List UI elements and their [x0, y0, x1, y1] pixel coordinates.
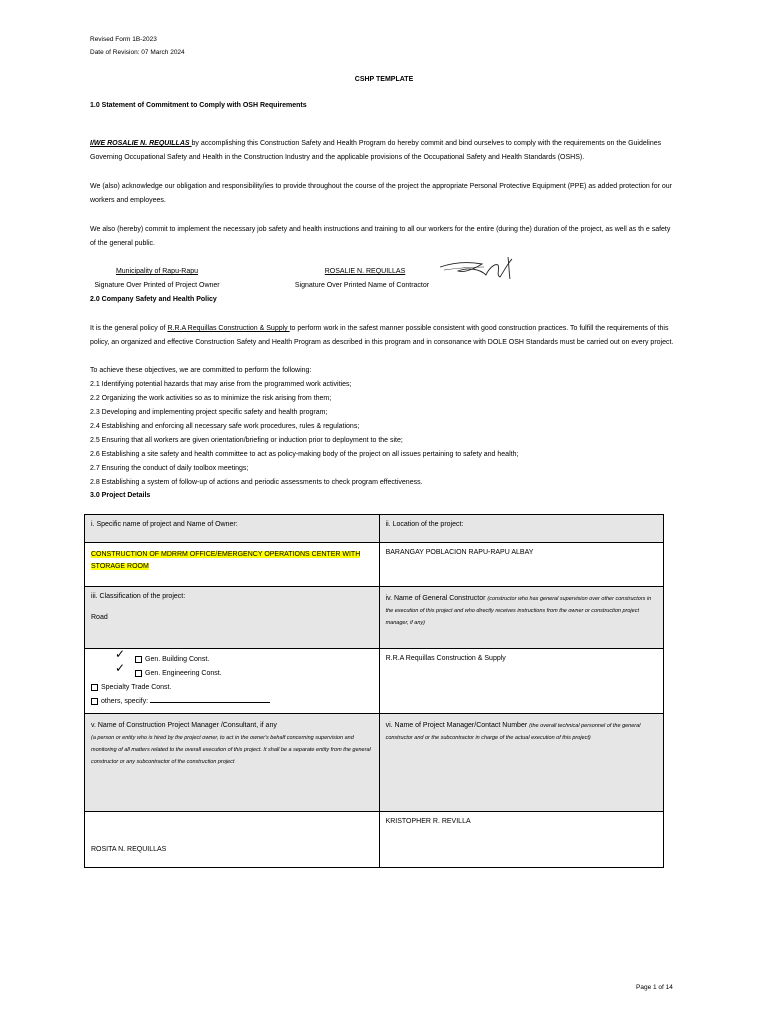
- policy-item: 2.6 Establishing a site safety and health committee to act as policy-making body of the project on all issues pertaining to safety and health;: [90, 451, 519, 458]
- project-manager-note: (the overall technical personnel of the general constructor and or the subcontractor in charge of the actual execution of this project): [385, 723, 641, 741]
- training-paragraph: We also (hereby) commit to implement the necessary job safety and health instructions and training to all our workers for the entire (during the) duration of the project, as well as th e safety of the general public.: [90, 226, 671, 247]
- checkbox-icon[interactable]: [135, 670, 142, 677]
- project-name-label: i. Specific name of project and Name of Owner:: [85, 515, 380, 543]
- general-constructor-value: R.R.A Requillas Construction & Supply: [379, 649, 663, 714]
- check-icon: ✓: [115, 647, 126, 661]
- owner-caption: Signature Over Printed of Project Owner: [94, 282, 220, 289]
- revision-date: Date of Revision: 07 March 2024: [90, 49, 185, 56]
- project-location-label: ii. Location of the project:: [379, 515, 663, 543]
- project-name-value: CONSTRUCTION OF MDRRM OFFICE/EMERGENCY OPERATIONS CENTER WITH STORAGE ROOM: [91, 551, 361, 570]
- option-others[interactable]: [91, 695, 373, 709]
- section3-heading: 3.0 Project Details: [90, 492, 151, 499]
- consultant-label-cell: [85, 714, 380, 812]
- others-specify-line[interactable]: [150, 702, 270, 703]
- option-building[interactable]: [135, 653, 373, 667]
- policy-item: 2.1 Identifying potential hazards that may arise from the programmed work activities;: [90, 381, 352, 388]
- option-engineering[interactable]: [135, 667, 373, 681]
- project-manager-label-cell: [379, 714, 663, 812]
- policy-text-b: to perform work in the safest manner possible consistent with good construction practices. To fulfill the requirements of this policy, an organized and effective Construction Safety and Health Program as described in this program and in consonance with DOLE OSH Standards must be carried out on every project.: [90, 325, 674, 346]
- constructor-type-cell: [85, 649, 380, 714]
- policy-text-a: It is the general policy of: [90, 325, 168, 332]
- policy-paragraph: [90, 322, 678, 350]
- option-specialty-label: Specialty Trade Const.: [101, 684, 172, 691]
- owner-name: Municipality of Rapu-Rapu: [115, 268, 199, 275]
- policy-item: 2.5 Ensuring that all workers are given orientation/briefing or induction prior to deployment to the site;: [90, 437, 403, 444]
- commitment-paragraph: [90, 137, 678, 165]
- checkbox-icon[interactable]: [91, 684, 98, 691]
- consultant-note: (a person or entity who is hired by the project owner, to act in the owner's behalf concerning supervision and monitoring of all matters related to the overall execution of this project. It shall be a separate entity from the general constructor or any subcontractor of the construction project: [91, 735, 371, 765]
- check-icon: ✓: [115, 661, 126, 675]
- general-constructor-label: iv. Name of General Constructor: [385, 595, 488, 602]
- contractor-caption: Signature Over Printed Name of Contractor: [294, 282, 430, 289]
- policy-item: 2.7 Ensuring the conduct of daily toolbox meetings;: [90, 465, 249, 472]
- policy-item: 2.4 Establishing and enforcing all necessary safe work procedures, rules & regulations;: [90, 423, 360, 430]
- project-details-table: [84, 514, 664, 868]
- classification-cell: [85, 587, 380, 649]
- commitment-text: by accomplishing this Construction Safety and Health Program do hereby commit and bind ourselves to comply with the requirements on the Guidelines Governing Occupational Safety and Health in the Construction Industry and the applicable provisions of the Occupational Safety and Health Standards (OSHS).: [90, 140, 662, 161]
- commitment-name: I/WE ROSALIE N. REQUILLAS: [90, 140, 192, 147]
- option-others-label: others, specify:: [101, 698, 149, 705]
- policy-list: [90, 378, 678, 490]
- classification-value: Road: [91, 614, 108, 621]
- page-number: Page 1 of 14: [636, 984, 673, 991]
- policy-intro: To achieve these objectives, we are committed to perform the following:: [90, 367, 312, 374]
- policy-item: 2.8 Establishing a system of follow-up of actions and periodic assessments to check program effectiveness.: [90, 479, 423, 486]
- document-title: CSHP TEMPLATE: [354, 76, 414, 83]
- section2-heading: 2.0 Company Safety and Health Policy: [90, 296, 217, 303]
- consultant-label: v. Name of Construction Project Manager /Consultant, if any: [91, 722, 277, 729]
- project-name-cell: [85, 543, 380, 587]
- classification-label: iii. Classification of the project:: [91, 593, 186, 600]
- contractor-signature: [438, 255, 520, 281]
- contractor-name: ROSALIE N. REQUILLAS: [324, 268, 406, 275]
- section1-heading: 1.0 Statement of Commitment to Comply with OSH Requirements: [90, 102, 307, 109]
- form-number: Revised Form 1B-2023: [90, 36, 157, 43]
- general-constructor-label-cell: [379, 587, 663, 649]
- project-manager-label: vi. Name of Project Manager/Contact Number: [385, 722, 530, 729]
- general-constructor-note: (constructor who has general supervision over other constructors in the execution of this project and who directly receives instructions from the owner or construction project manager, if any): [385, 596, 652, 626]
- option-specialty[interactable]: [91, 681, 373, 695]
- project-manager-value: KRISTOPHER R. REVILLA: [379, 812, 663, 868]
- option-building-label: Gen. Building Const.: [145, 656, 210, 663]
- policy-company: R.R.A Requillas Construction & Supply: [167, 325, 290, 332]
- checkbox-icon[interactable]: [91, 698, 98, 705]
- project-location-value: BARANGAY POBLACION RAPU-RAPU ALBAY: [379, 543, 663, 587]
- policy-item: 2.2 Organizing the work activities so as to minimize the risk arising from them;: [90, 395, 332, 402]
- checkbox-icon[interactable]: [135, 656, 142, 663]
- policy-item: 2.3 Developing and implementing project specific safety and health program;: [90, 409, 328, 416]
- ppe-paragraph: We (also) acknowledge our obligation and responsibility/ies to provide throughout the course of the project the appropriate Personal Protective Equipment (PPE) as added protection for our workers and employees.: [90, 183, 672, 204]
- consultant-value: ROSITA N. REQUILLAS: [91, 846, 167, 853]
- option-engineering-label: Gen. Engineering Const.: [145, 670, 222, 677]
- consultant-value-cell: [85, 812, 380, 868]
